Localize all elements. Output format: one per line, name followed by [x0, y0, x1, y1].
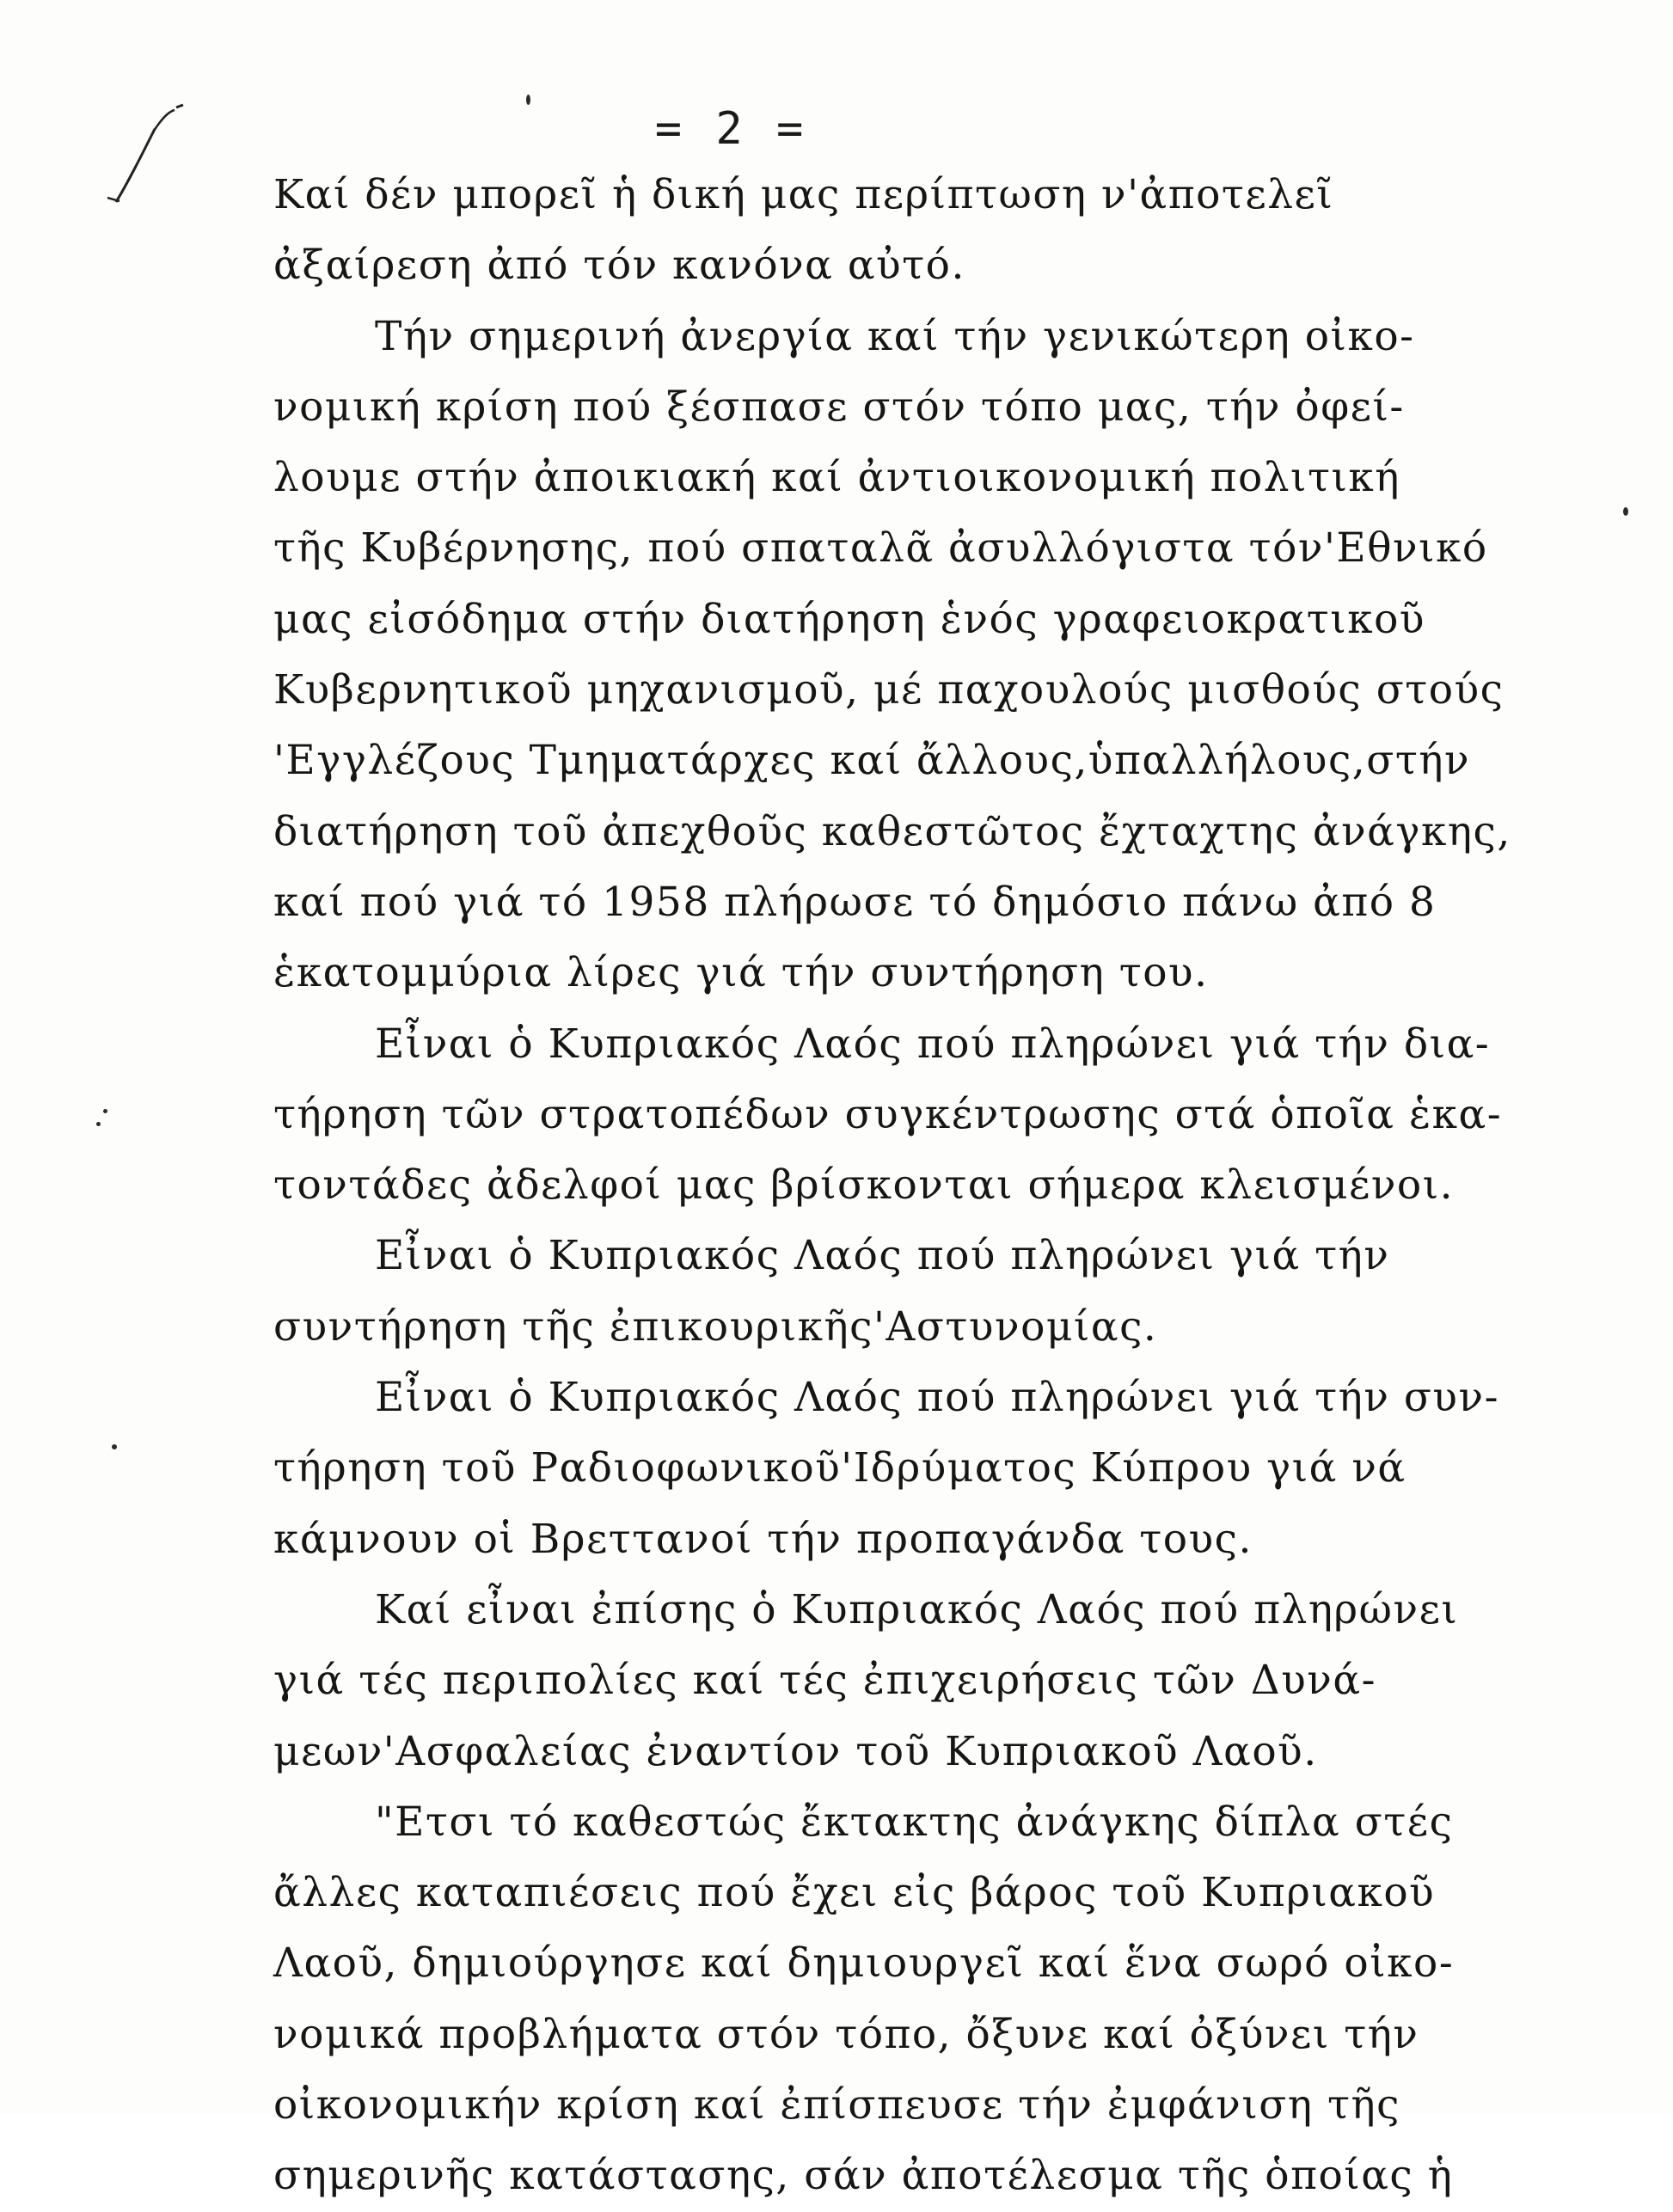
text-line: τήρηση τοῦ Ραδιοφωνικοῦ'Ιδρύματος Κύπρου γιά νά	[273, 1444, 1406, 1492]
text-line: Καί εἶναι ἐπίσης ὁ Κυπριακός Λαός πού πληρώνει	[375, 1585, 1459, 1633]
text-line: νομικά προβλήματα στόν τόπο, ὄξυνε καί ὀξύνει τήν	[273, 2010, 1419, 2058]
text-line: Τήν σημερινή ἀνεργία καί τήν γενικώτερη οἰκο-	[375, 312, 1415, 360]
page-number: = 2 =	[654, 103, 807, 155]
ink-dot	[103, 1109, 107, 1113]
text-line: κάμνουν οἱ Βρεττανοί τήν προπαγάνδα τους.	[273, 1515, 1253, 1563]
text-line: λουμε στήν ἀποικιακή καί ἀντιοικονομική πολιτική	[273, 454, 1400, 502]
text-line: Εἶναι ὁ Κυπριακός Λαός πού πληρώνει γιά τήν δια-	[375, 1020, 1491, 1068]
text-line: οἰκονομικήν κρίση καί ἐπίσπευσε τήν ἐμφάνιση τῆς	[273, 2081, 1400, 2129]
text-line: καί πού γιά τό 1958 πλήρωσε τό δημόσιο πάνω ἀπό 8	[273, 878, 1437, 926]
text-line: ἑκατομμύρια λίρες γιά τήν συντήρηση του.	[273, 949, 1209, 997]
text-line: ἀξαίρεση ἀπό τόν κανόνα αὐτό.	[273, 242, 965, 290]
text-line: γιά τές περιπολίες καί τές ἐπιχειρήσεις τῶν Δυνά-	[273, 1657, 1376, 1705]
document-body	[273, 160, 1640, 2212]
ink-dot	[112, 1444, 117, 1449]
text-line: Λαοῦ, δημιούργησε καί δημιουργεῖ καί ἕνα σωρό οἰκο-	[273, 1939, 1455, 1988]
ink-dot	[96, 1122, 101, 1126]
text-line: νομική κρίση πού ξέσπασε στόν τόπο μας, τήν ὀφεί-	[273, 383, 1405, 431]
text-line: μεων'Ασφαλείας ἐναντίον τοῦ Κυπριακοῦ Λαοῦ.	[273, 1727, 1318, 1775]
text-line: συντήρηση τῆς ἐπικουρικῆς'Αστυνομίας.	[273, 1302, 1158, 1351]
text-line: Εἶναι ὁ Κυπριακός Λαός πού πληρώνει γιά τήν	[375, 1232, 1390, 1280]
text-line: "Ετσι τό καθεστώς ἔκτακτης ἀνάγκης δίπλα στές	[375, 1798, 1454, 1846]
text-line: 'Εγγλέζους Τμηματάρχες καί ἄλλους,ὑπαλλήλους,στήν	[273, 737, 1471, 785]
text-line: ἄλλες καταπιέσεις πού ἔχει εἰς βάρος τοῦ Κυπριακοῦ	[273, 1869, 1436, 1917]
text-line: Εἶναι ὁ Κυπριακός Λαός πού πληρώνει γιά τήν συν-	[375, 1374, 1499, 1422]
text-line: μας εἰσόδημα στήν διατήρηση ἑνός γραφειοκρατικοῦ	[273, 595, 1425, 643]
text-line: διατήρηση τοῦ ἀπεχθοῦς καθεστῶτος ἔχταχτης ἀνάγκης,	[273, 807, 1511, 855]
text-line: τῆς Κυβέρνησης, πού σπαταλᾶ ἀσυλλόγιστα τόν'Εθνικό	[273, 524, 1488, 573]
text-line: τήρηση τῶν στρατοπέδων συγκέντρωσης στά ὁποῖα ἑκα-	[273, 1090, 1503, 1138]
text-line: τοντάδες ἀδελφοί μας βρίσκονται σήμερα κλεισμένοι.	[273, 1161, 1455, 1210]
text-line: Καί δέν μπορεῖ ἡ δική μας περίπτωση ν'ἀποτελεῖ	[273, 171, 1334, 218]
text-line: Κυβερνητικοῦ μηχανισμοῦ, μέ παχουλούς μισθούς στούς	[273, 666, 1504, 714]
text-line: σημερινῆς κατάστασης, σάν ἀποτέλεσμα τῆς ὁποίας ἡ	[273, 2152, 1454, 2200]
